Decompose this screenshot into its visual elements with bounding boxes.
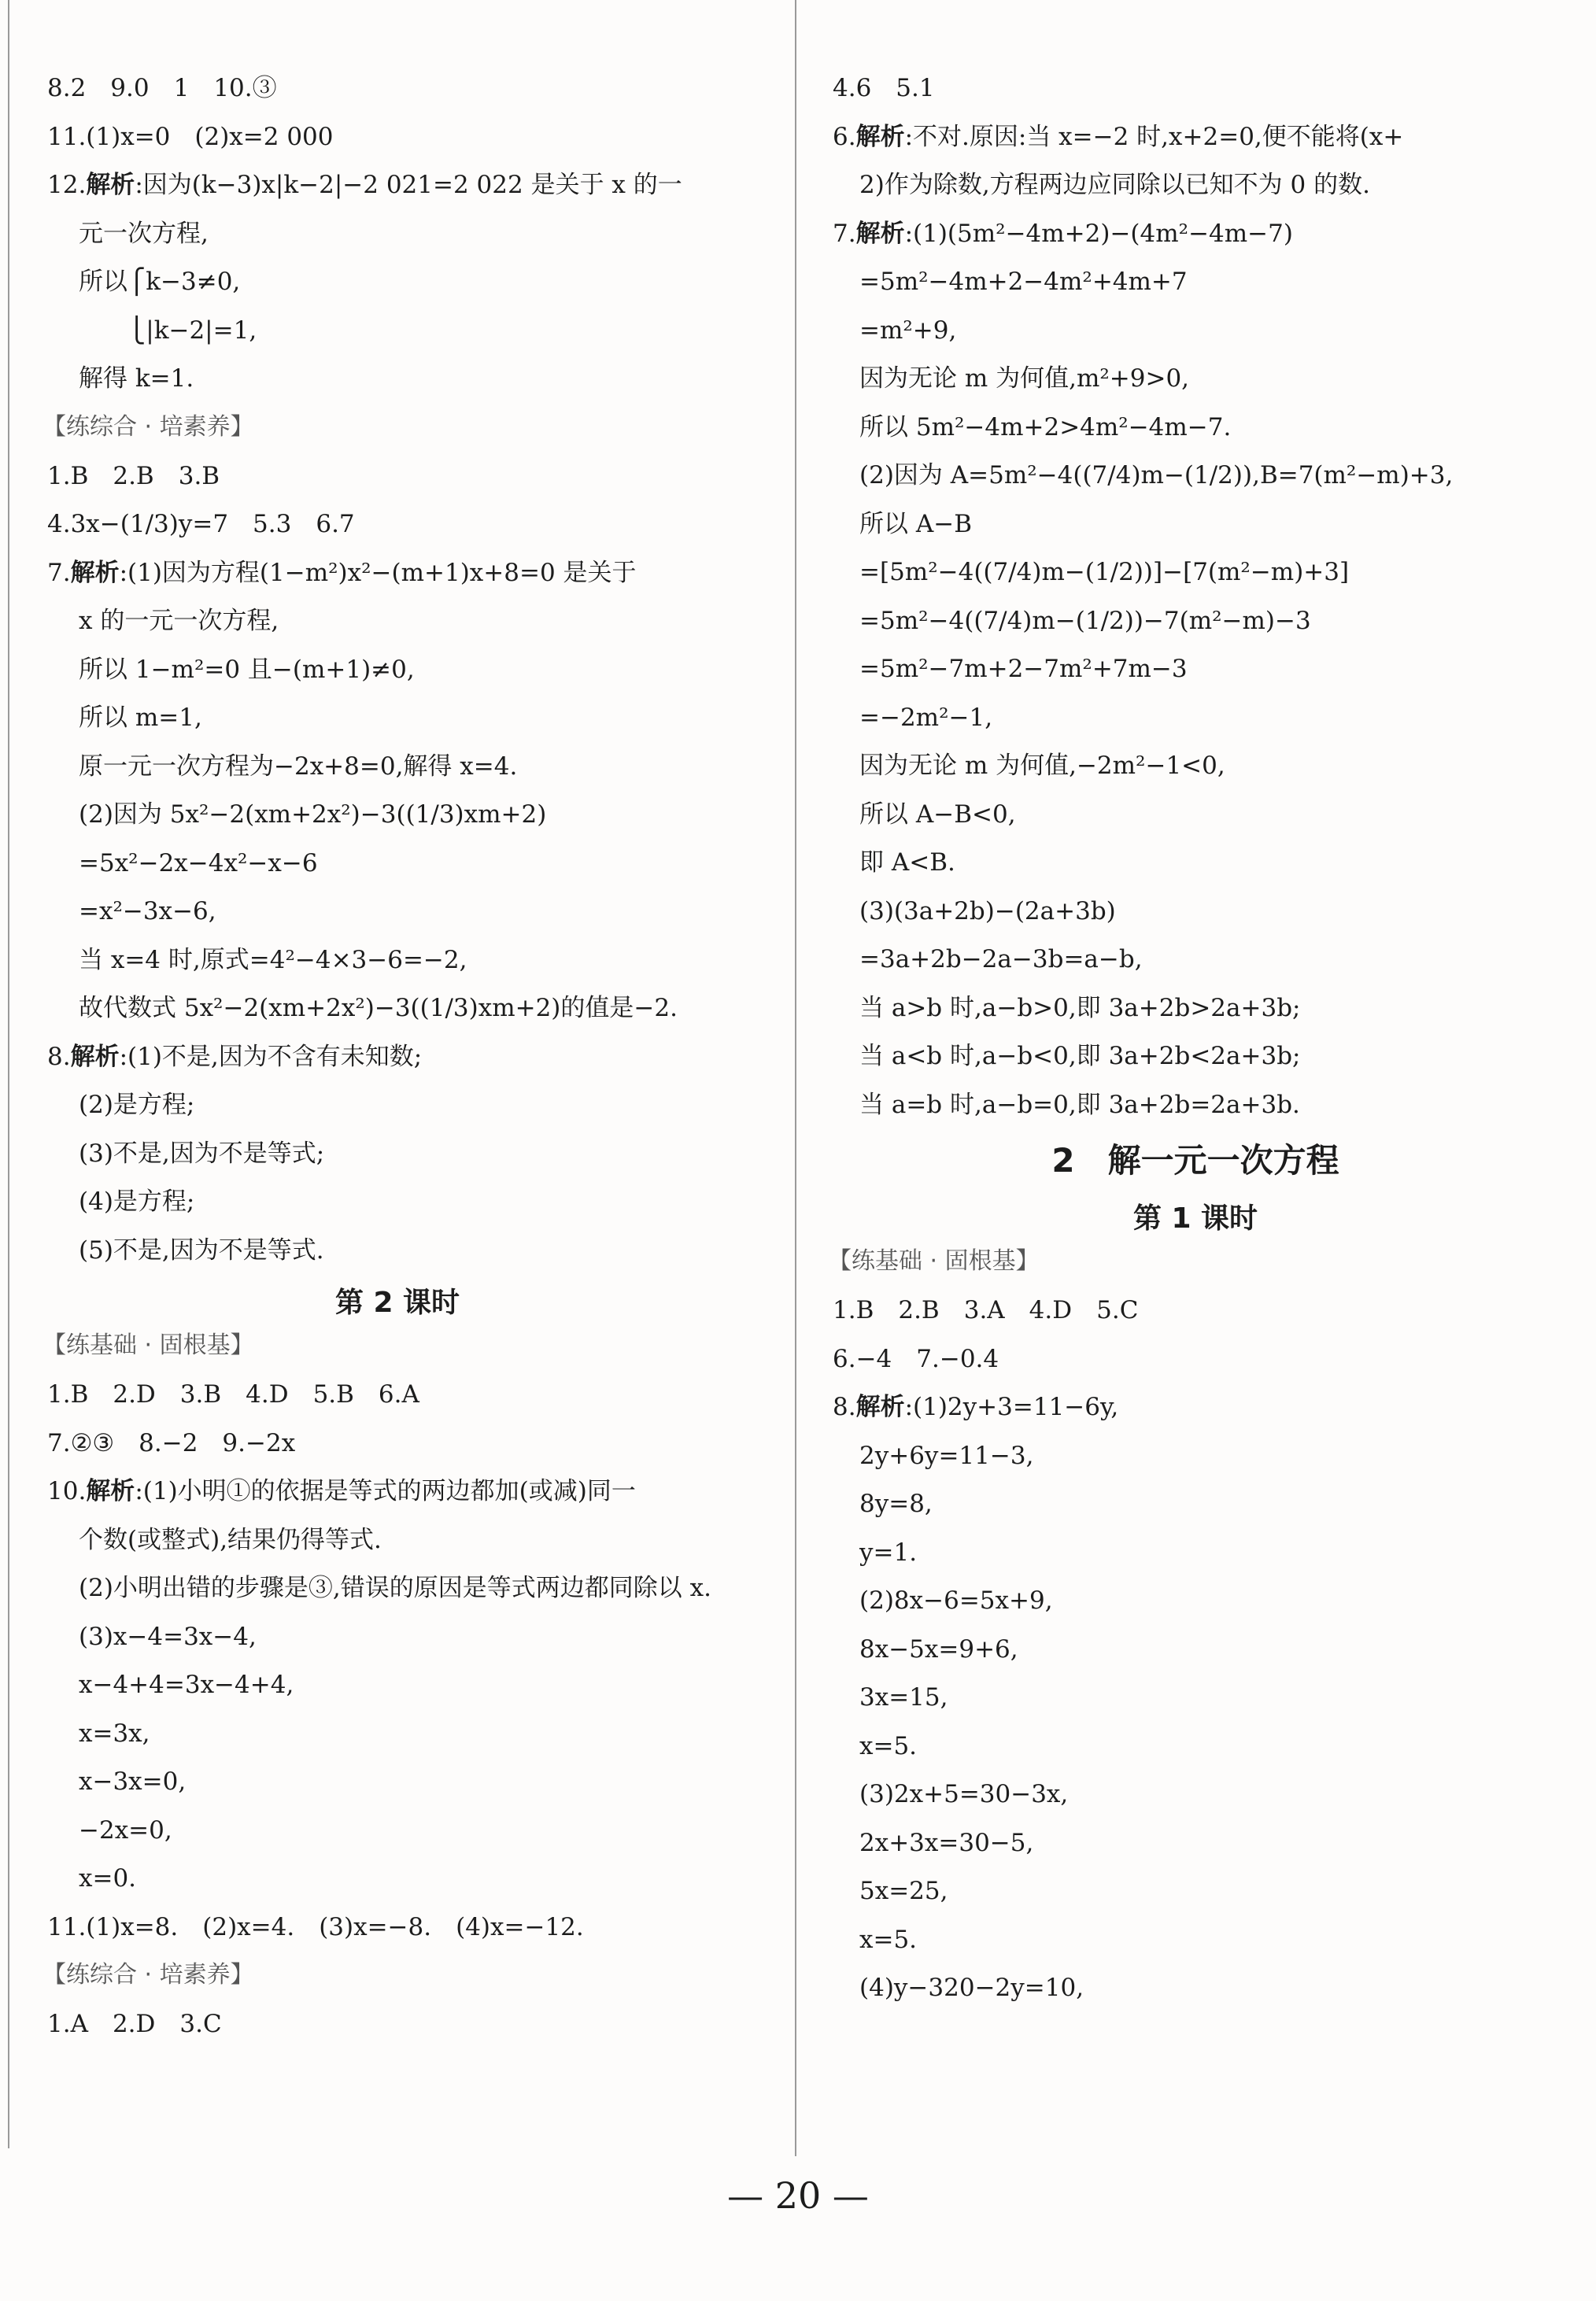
answer-line [859, 1440, 1033, 1472]
solution-label: 解析 [86, 171, 135, 199]
line-text: 所以⎧k−3≠0, [79, 268, 241, 296]
line-text: (2)小明出错的步骤是③,错误的原因是等式两边都同除以 x. [79, 1574, 711, 1602]
question-number: 6. [833, 122, 856, 151]
exercise-section-label: 【练基础 · 固根基】 [42, 1331, 254, 1359]
answer-line [859, 1537, 917, 1568]
answer-line [859, 460, 1453, 491]
answer-line [47, 2008, 222, 2040]
answer-line [859, 1778, 1068, 1810]
column-divider [795, 0, 796, 2156]
answer-line [47, 121, 334, 153]
line-text: 1.B 2.B 3.B [47, 461, 220, 490]
line-text: x=0. [79, 1864, 137, 1893]
exercise-section-label: 【练综合 · 培素养】 [42, 1961, 254, 1989]
answer-line [79, 1089, 194, 1121]
answer-line [859, 363, 1189, 394]
line-text: 1.A 2.D 3.C [47, 2010, 222, 2038]
answer-solution-line [47, 557, 637, 589]
answer-line [859, 556, 1349, 588]
section-heading: 第 2 课时 [334, 1287, 460, 1319]
answer-line [859, 944, 1143, 975]
solution-label: 解析 [70, 1042, 120, 1071]
answer-line [79, 751, 517, 782]
answer-line [833, 1295, 1138, 1326]
line-text: 11.(1)x=8. (2)x=4. (3)x=−8. (4)x=−12. [47, 1912, 584, 1941]
answer-line [859, 1040, 1300, 1072]
line-text: =3a+2b−2a−3b=a−b, [859, 945, 1143, 973]
line-text: :因为(k−3)x|k−2|−2 021=2 022 是关于 x 的一 [135, 171, 682, 199]
line-text: =5x²−2x−4x²−x−6 [79, 848, 318, 877]
line-text: x=5. [859, 1731, 918, 1760]
line-text: x 的一元一次方程, [79, 607, 279, 635]
line-text: (5)不是,因为不是等式. [79, 1235, 324, 1265]
answer-line [79, 944, 467, 976]
answer-line [79, 1621, 257, 1653]
answer-line [859, 896, 1116, 927]
line-text: :(1)因为方程(1−m²)x²−(m+1)x+8=0 是关于 [119, 558, 637, 587]
answer-line [79, 315, 257, 346]
answer-line [79, 799, 546, 830]
line-text: 2x+3x=30−5, [859, 1828, 1034, 1857]
answer-line [79, 992, 678, 1024]
solution-label: 解析 [70, 558, 120, 587]
line-text: 故代数式 5x²−2(xm+2x²)−3((1/3)xm+2)的值是−2. [79, 994, 678, 1022]
line-text: x−4+4=3x−4+4, [79, 1671, 294, 1699]
answer-line [859, 605, 1311, 637]
answer-solution-line [833, 1391, 1118, 1423]
line-text: 因为无论 m 为何值,m²+9>0, [859, 364, 1190, 393]
line-text: 6.−4 7.−0.4 [833, 1344, 999, 1373]
answer-line [859, 1875, 948, 1907]
line-text: =[5m²−4((7/4)m−(1/2))]−[7(m²−m)+3] [859, 558, 1350, 586]
line-text: ⎩|k−2|=1, [79, 316, 257, 345]
answer-line [79, 1138, 324, 1169]
answer-line [859, 508, 972, 540]
answer-line [79, 1186, 194, 1217]
line-text: (3)2x+5=30−3x, [859, 1780, 1069, 1808]
question-number: 8. [833, 1393, 856, 1421]
line-text: 个数(或整式),结果仍得等式. [79, 1525, 382, 1554]
line-text: 因为无论 m 为何值,−2m²−1<0, [859, 752, 1225, 780]
answer-line [859, 992, 1300, 1024]
answer-line [79, 1718, 150, 1749]
answer-line [79, 702, 202, 733]
answer-line [859, 1827, 1033, 1859]
answer-line [859, 702, 992, 733]
line-text: :(1)不是,因为不含有未知数; [119, 1042, 423, 1071]
line-text: :(1)(5m²−4m+2)−(4m²−4m−7) [904, 219, 1293, 248]
answer-line [47, 1379, 419, 1410]
line-text: 当 a>b 时,a−b>0,即 3a+2b>2a+3b; [859, 993, 1301, 1022]
answer-line [859, 750, 1225, 781]
line-text: 元一次方程, [79, 219, 209, 248]
line-text: 5x=25, [859, 1877, 948, 1905]
line-text: 所以 m=1, [79, 704, 202, 732]
line-text: (3)不是,因为不是等式; [79, 1139, 325, 1168]
line-text: (2)是方程; [79, 1091, 195, 1119]
line-text: 4.6 5.1 [833, 74, 935, 102]
line-text: =−2m²−1, [859, 703, 993, 732]
answer-line [79, 1863, 136, 1894]
line-text: 所以 1−m²=0 且−(m+1)≠0, [79, 655, 415, 684]
answer-line [47, 72, 277, 104]
line-text: (2)因为 A=5m²−4((7/4)m−(1/2)),B=7(m²−m)+3, [859, 461, 1454, 489]
answer-line [859, 1585, 1053, 1616]
answer-solution-line [47, 169, 682, 201]
answer-line [79, 1524, 382, 1556]
line-text: 1.B 2.D 3.B 4.D 5.B 6.A [47, 1380, 419, 1409]
answer-line [859, 1634, 1018, 1665]
line-text: (4)是方程; [79, 1187, 195, 1216]
page-number: — 20 — [727, 2174, 869, 2217]
answer-line [79, 605, 279, 637]
line-text: x−3x=0, [79, 1767, 187, 1796]
answer-line [79, 1766, 186, 1797]
line-text: 当 a<b 时,a−b<0,即 3a+2b<2a+3b; [859, 1042, 1301, 1070]
answer-line [859, 315, 956, 346]
line-text: =5m²−4((7/4)m−(1/2))−7(m²−m)−3 [859, 606, 1311, 635]
answer-line [79, 848, 318, 879]
line-text: 当 a=b 时,a−b=0,即 3a+2b=2a+3b. [859, 1090, 1300, 1119]
line-text: x=5. [859, 1925, 918, 1954]
line-text: 2y+6y=11−3, [859, 1441, 1034, 1470]
answer-solution-line [47, 1476, 636, 1507]
solution-label: 解析 [855, 1393, 905, 1421]
answer-solution-line [833, 121, 1403, 153]
answer-line [859, 1730, 917, 1762]
answer-line [859, 1089, 1300, 1121]
answer-line [47, 460, 220, 492]
solution-label: 解析 [855, 122, 905, 151]
answer-line [859, 799, 1016, 830]
line-text: −2x=0, [79, 1815, 172, 1845]
solution-label: 解析 [86, 1477, 135, 1505]
answer-line [79, 1572, 711, 1604]
answer-line [79, 1669, 294, 1701]
answer-line [859, 1972, 1084, 2004]
line-text: 8y=8, [859, 1490, 933, 1518]
line-text: (2)因为 5x²−2(xm+2x²)−3((1/3)xm+2) [79, 800, 547, 829]
answer-line [47, 508, 355, 540]
answer-line [859, 1924, 917, 1956]
answer-line [47, 1911, 584, 1943]
answer-line [859, 1682, 948, 1713]
line-text: :(1)小明①的依据是等式的两边都加(或减)同一 [135, 1477, 636, 1505]
section-heading: 2 解一元一次方程 [1051, 1141, 1339, 1180]
question-number: 7. [833, 219, 856, 248]
line-text: (3)x−4=3x−4, [79, 1622, 257, 1651]
answer-line [833, 1343, 999, 1375]
answer-line [79, 1815, 172, 1846]
answer-line [79, 1235, 324, 1266]
line-text: :(1)2y+3=11−6y, [904, 1393, 1119, 1421]
answer-line [79, 896, 216, 927]
answer-line [859, 847, 955, 878]
answer-line [859, 412, 1231, 443]
line-text: 所以 A−B<0, [859, 800, 1016, 829]
answer-line [79, 654, 415, 685]
line-text: 即 A<B. [859, 848, 955, 877]
line-text: 3x=15, [859, 1683, 948, 1712]
question-number: 7. [47, 558, 71, 587]
question-number: 10. [47, 1477, 87, 1505]
line-text: 7.②③ 8.−2 9.−2x [47, 1428, 296, 1457]
line-text: (3)(3a+2b)−(2a+3b) [859, 896, 1116, 925]
answer-line [79, 218, 209, 249]
exercise-section-label: 【练基础 · 固根基】 [828, 1247, 1040, 1275]
section-heading: 第 1 课时 [1132, 1202, 1258, 1235]
line-text: =5m²−7m+2−7m²+7m−3 [859, 655, 1188, 683]
line-text: x=3x, [79, 1719, 150, 1748]
line-text: 当 x=4 时,原式=4²−4×3−6=−2, [79, 945, 467, 974]
line-text: 8x−5x=9+6, [859, 1634, 1018, 1664]
line-text: (2)8x−6=5x+9, [859, 1586, 1053, 1615]
exercise-section-label: 【练综合 · 培素养】 [42, 412, 254, 441]
line-text: 原一元一次方程为−2x+8=0,解得 x=4. [79, 752, 518, 781]
line-text: 解得 k=1. [79, 364, 194, 393]
line-text: =5m²−4m+2−4m²+4m+7 [859, 268, 1188, 296]
answer-line [79, 266, 240, 297]
solution-label: 解析 [855, 219, 905, 248]
line-text: =m²+9, [859, 316, 957, 345]
question-number: 12. [47, 171, 87, 199]
answer-line [859, 266, 1188, 297]
line-text: y=1. [859, 1538, 918, 1567]
line-text: 4.3x−(1/3)y=7 5.3 6.7 [47, 510, 355, 538]
question-number: 8. [47, 1042, 71, 1071]
line-text: (4)y−320−2y=10, [859, 1974, 1084, 2002]
line-text: =x²−3x−6, [79, 897, 216, 925]
answer-line [859, 169, 1370, 201]
line-text: 8.2 9.0 1 10.③ [47, 74, 277, 102]
line-text: :不对.原因:当 x=−2 时,x+2=0,便不能将(x+ [904, 122, 1404, 151]
answer-line [79, 363, 194, 394]
left-margin-rule [8, 0, 9, 2148]
line-text: 1.B 2.B 3.A 4.D 5.C [833, 1296, 1139, 1324]
answer-solution-line [47, 1041, 422, 1073]
line-text: 11.(1)x=0 (2)x=2 000 [47, 122, 334, 151]
line-text: 所以 5m²−4m+2>4m²−4m−7. [859, 412, 1232, 441]
line-text: 2)作为除数,方程两边应同除以已知不为 0 的数. [859, 171, 1370, 199]
answer-line [859, 1488, 933, 1520]
line-text: 所以 A−B [859, 509, 972, 538]
answer-line [859, 653, 1188, 685]
answer-solution-line [833, 218, 1293, 249]
answer-line [47, 1428, 295, 1459]
answer-line [833, 72, 935, 104]
